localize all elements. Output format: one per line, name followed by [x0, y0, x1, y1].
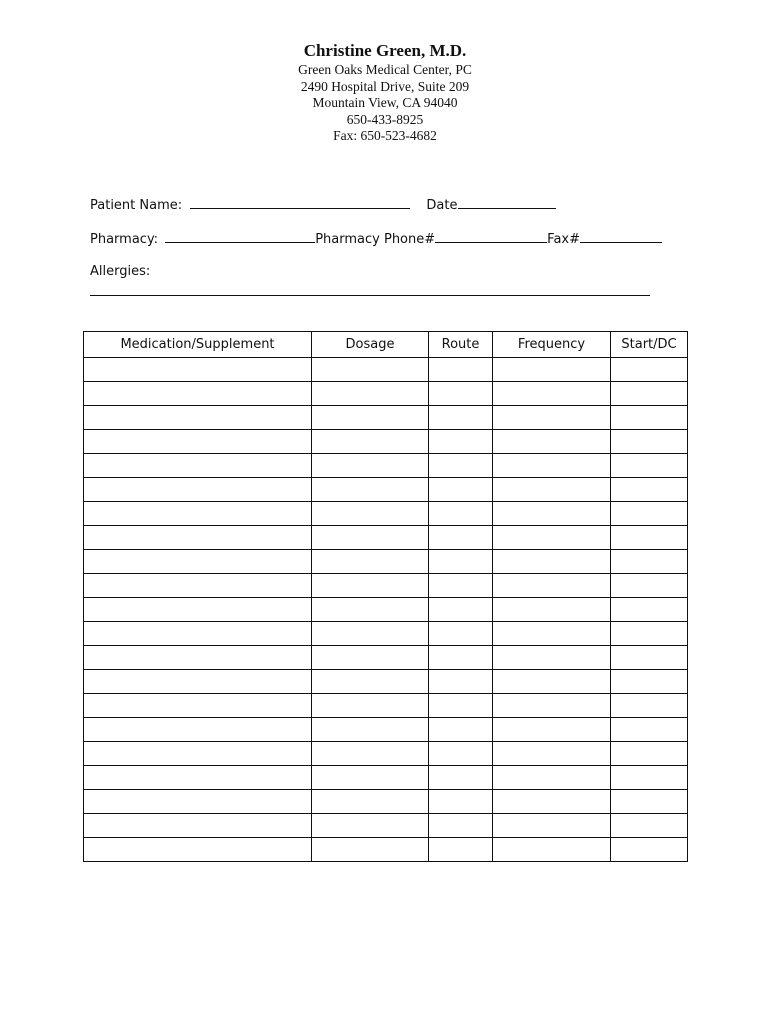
medication-rows [84, 358, 688, 862]
route-cell[interactable] [429, 646, 493, 670]
table-row [84, 406, 688, 430]
dosage-cell[interactable] [312, 454, 429, 478]
start-dc-cell[interactable] [611, 622, 688, 646]
column-header-medication: Medication/Supplement [84, 332, 312, 358]
fax-field[interactable] [580, 230, 662, 243]
medication-cell[interactable] [84, 478, 312, 502]
date-field[interactable] [458, 196, 556, 209]
start-dc-cell[interactable] [611, 358, 688, 382]
route-cell[interactable] [429, 574, 493, 598]
frequency-cell[interactable] [493, 742, 611, 766]
start-dc-cell[interactable] [611, 598, 688, 622]
medication-cell[interactable] [84, 526, 312, 550]
frequency-cell[interactable] [493, 838, 611, 862]
table-row [84, 670, 688, 694]
route-cell[interactable] [429, 790, 493, 814]
dosage-cell[interactable] [312, 766, 429, 790]
start-dc-cell[interactable] [611, 478, 688, 502]
route-cell[interactable] [429, 406, 493, 430]
frequency-cell[interactable] [493, 790, 611, 814]
table-row [84, 454, 688, 478]
table-row [84, 742, 688, 766]
column-header-dosage: Dosage [312, 332, 429, 358]
start-dc-cell[interactable] [611, 526, 688, 550]
address-line-street: 2490 Hospital Drive, Suite 209 [300, 78, 470, 94]
dosage-cell[interactable] [312, 526, 429, 550]
medication-cell[interactable] [84, 646, 312, 670]
medication-cell[interactable] [84, 502, 312, 526]
frequency-cell[interactable] [493, 814, 611, 838]
start-dc-cell[interactable] [611, 430, 688, 454]
medication-cell[interactable] [84, 382, 312, 406]
route-cell[interactable] [429, 550, 493, 574]
start-dc-cell[interactable] [611, 718, 688, 742]
medication-cell[interactable] [84, 430, 312, 454]
frequency-cell[interactable] [493, 502, 611, 526]
start-dc-cell[interactable] [611, 814, 688, 838]
frequency-cell[interactable] [493, 598, 611, 622]
table-row [84, 790, 688, 814]
route-cell[interactable] [429, 814, 493, 838]
route-cell[interactable] [429, 502, 493, 526]
phone-number: 650-433-8925 [346, 111, 424, 127]
dosage-cell[interactable] [312, 406, 429, 430]
dosage-cell[interactable] [312, 718, 429, 742]
table-row [84, 358, 688, 382]
route-cell[interactable] [429, 478, 493, 502]
frequency-cell[interactable] [493, 454, 611, 478]
start-dc-cell[interactable] [611, 838, 688, 862]
table-row [84, 550, 688, 574]
pharmacy-phone-label: Pharmacy Phone# [315, 232, 436, 247]
start-dc-cell[interactable] [611, 742, 688, 766]
patient-name-field[interactable] [190, 196, 410, 209]
table-row [84, 526, 688, 550]
start-dc-cell[interactable] [611, 574, 688, 598]
pharmacy-row [90, 230, 662, 248]
dosage-cell[interactable] [312, 670, 429, 694]
frequency-cell[interactable] [493, 358, 611, 382]
start-dc-cell[interactable] [611, 406, 688, 430]
medication-table [83, 331, 688, 862]
medication-cell[interactable] [84, 358, 312, 382]
start-dc-cell[interactable] [611, 766, 688, 790]
fax-number: Fax: 650-523-4682 [333, 128, 437, 143]
route-cell[interactable] [429, 430, 493, 454]
medication-cell[interactable] [84, 550, 312, 574]
table-row [84, 502, 688, 526]
patient-name-label: Patient Name: [90, 198, 183, 213]
frequency-cell[interactable] [493, 622, 611, 646]
table-row [84, 574, 688, 598]
frequency-cell[interactable] [493, 550, 611, 574]
start-dc-cell[interactable] [611, 694, 688, 718]
table-row [84, 478, 688, 502]
table-row [84, 838, 688, 862]
frequency-cell[interactable] [493, 718, 611, 742]
frequency-cell[interactable] [493, 382, 611, 406]
route-cell[interactable] [429, 358, 493, 382]
table-row [84, 598, 688, 622]
dosage-cell[interactable] [312, 646, 429, 670]
frequency-cell[interactable] [493, 766, 611, 790]
route-cell[interactable] [429, 622, 493, 646]
address-line-city: Mountain View, CA 94040 [312, 95, 458, 110]
dosage-cell[interactable] [312, 814, 429, 838]
dosage-cell[interactable] [312, 358, 429, 382]
medication-cell[interactable] [84, 670, 312, 694]
frequency-cell[interactable] [493, 694, 611, 718]
table-header-row [84, 332, 688, 358]
fax-label: Fax# [547, 232, 580, 247]
route-cell[interactable] [429, 838, 493, 862]
frequency-cell[interactable] [493, 646, 611, 670]
table-row [84, 814, 688, 838]
frequency-cell[interactable] [493, 430, 611, 454]
medication-cell[interactable] [84, 718, 312, 742]
route-cell[interactable] [429, 454, 493, 478]
route-cell[interactable] [429, 766, 493, 790]
medication-cell[interactable] [84, 694, 312, 718]
dosage-cell[interactable] [312, 478, 429, 502]
route-cell[interactable] [429, 670, 493, 694]
physician-name: Christine Green, M.D. [303, 41, 467, 60]
dosage-cell[interactable] [312, 550, 429, 574]
pharmacy-label: Pharmacy: [90, 232, 159, 247]
pharmacy-phone-field[interactable] [435, 230, 547, 243]
allergies-row [90, 264, 150, 280]
medication-cell[interactable] [84, 598, 312, 622]
medication-cell[interactable] [84, 742, 312, 766]
table-row [84, 646, 688, 670]
route-cell[interactable] [429, 382, 493, 406]
medication-cell[interactable] [84, 454, 312, 478]
letterhead [0, 40, 770, 145]
medication-cell[interactable] [84, 406, 312, 430]
address-line-clinic: Green Oaks Medical Center, PC [298, 62, 472, 77]
pharmacy-field[interactable] [165, 230, 315, 243]
frequency-cell[interactable] [493, 406, 611, 430]
column-header-start-dc: Start/DC [611, 332, 688, 358]
start-dc-cell[interactable] [611, 550, 688, 574]
medication-cell[interactable] [84, 574, 312, 598]
dosage-cell[interactable] [312, 790, 429, 814]
dosage-cell[interactable] [312, 742, 429, 766]
start-dc-cell[interactable] [611, 670, 688, 694]
column-header-frequency: Frequency [493, 332, 611, 358]
start-dc-cell[interactable] [611, 382, 688, 406]
date-label: Date [426, 198, 458, 213]
route-cell[interactable] [429, 742, 493, 766]
medication-cell[interactable] [84, 838, 312, 862]
route-cell[interactable] [429, 718, 493, 742]
dosage-cell[interactable] [312, 574, 429, 598]
table-row [84, 382, 688, 406]
dosage-cell[interactable] [312, 622, 429, 646]
dosage-cell[interactable] [312, 598, 429, 622]
route-cell[interactable] [429, 598, 493, 622]
table-row [84, 694, 688, 718]
allergies-field[interactable] [90, 295, 650, 296]
start-dc-cell[interactable] [611, 646, 688, 670]
medication-cell[interactable] [84, 622, 312, 646]
frequency-cell[interactable] [493, 478, 611, 502]
medication-cell[interactable] [84, 790, 312, 814]
column-header-route: Route [429, 332, 493, 358]
dosage-cell[interactable] [312, 502, 429, 526]
table-row [84, 622, 688, 646]
dosage-cell[interactable] [312, 694, 429, 718]
allergies-label: Allergies: [90, 264, 151, 279]
start-dc-cell[interactable] [611, 790, 688, 814]
table-row [84, 766, 688, 790]
patient-date-row [90, 196, 556, 214]
dosage-cell[interactable] [312, 430, 429, 454]
start-dc-cell[interactable] [611, 454, 688, 478]
frequency-cell[interactable] [493, 526, 611, 550]
frequency-cell[interactable] [493, 670, 611, 694]
frequency-cell[interactable] [493, 574, 611, 598]
dosage-cell[interactable] [312, 838, 429, 862]
medication-cell[interactable] [84, 814, 312, 838]
medication-cell[interactable] [84, 766, 312, 790]
dosage-cell[interactable] [312, 382, 429, 406]
route-cell[interactable] [429, 526, 493, 550]
table-row [84, 718, 688, 742]
route-cell[interactable] [429, 694, 493, 718]
start-dc-cell[interactable] [611, 502, 688, 526]
table-row [84, 430, 688, 454]
